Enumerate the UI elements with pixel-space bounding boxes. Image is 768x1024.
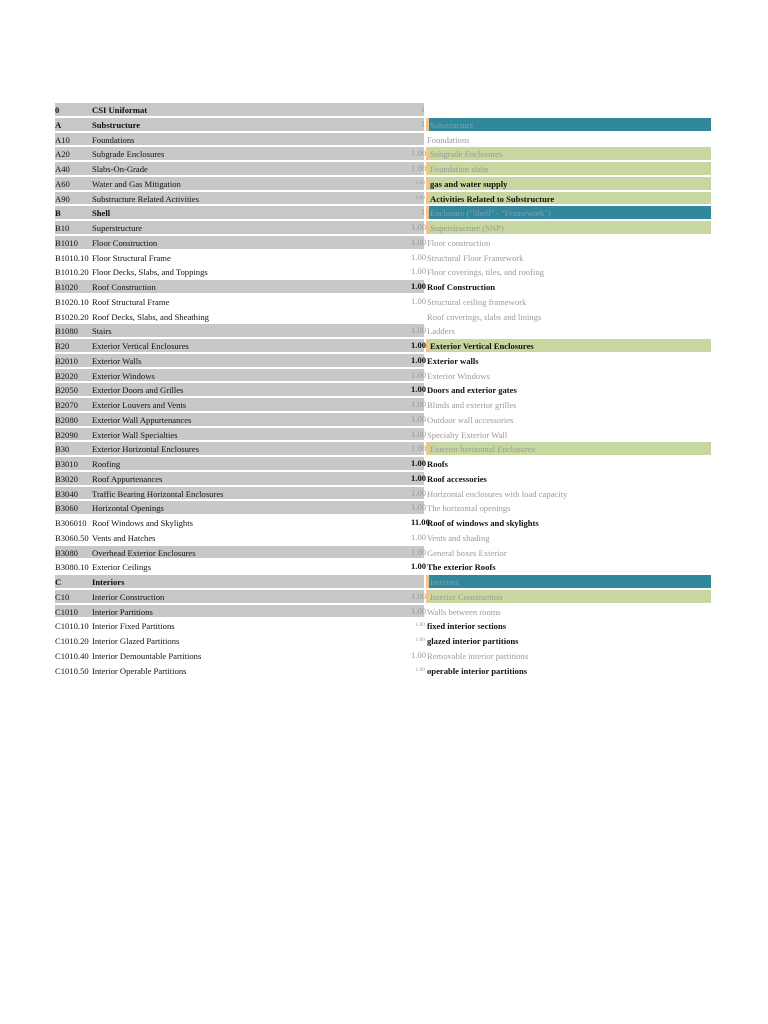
row-left-block — [55, 472, 427, 485]
table-row — [55, 220, 711, 235]
code-cell[interactable]: B2080 — [55, 414, 78, 425]
translation-cell[interactable]: glazed interior partitions — [427, 636, 519, 646]
value-cell[interactable]: 1.00 — [411, 428, 427, 439]
table-row — [55, 309, 711, 324]
table-row — [55, 397, 711, 412]
table-row — [55, 427, 711, 442]
value-cell[interactable]: 1.00 — [411, 281, 427, 291]
name-cell[interactable]: Horizontal Openings — [92, 503, 164, 514]
table-row — [55, 515, 711, 530]
table-row — [55, 574, 711, 589]
translation-cell[interactable]: Floor coverings, tiles, and roofing — [427, 267, 544, 278]
code-cell[interactable]: B2010 — [55, 355, 78, 366]
translation-cell[interactable]: Interiors — [426, 575, 711, 588]
table-row — [55, 338, 711, 353]
code-cell[interactable]: B2090 — [55, 429, 78, 440]
row-left-block — [55, 310, 424, 323]
value-cell[interactable]: 1.00 — [411, 266, 427, 277]
translation-cell[interactable]: operable interior partitions — [427, 665, 528, 676]
row-left-block — [55, 177, 424, 190]
name-cell[interactable]: Roof Structural Frame — [92, 296, 170, 307]
value-cell[interactable]: 1.00 — [411, 399, 427, 409]
name-cell[interactable]: Vents and Hatches — [92, 532, 156, 543]
name-cell[interactable]: Floor Construction — [92, 237, 158, 248]
value-cell[interactable]: 1.00 — [411, 295, 427, 306]
name-cell[interactable]: Exterior Vertical Enclosures — [92, 341, 189, 351]
code-cell[interactable]: B1010.10 — [55, 252, 89, 263]
table-row — [55, 441, 711, 456]
translation-cell[interactable]: Outdoor wall accessories — [427, 414, 514, 425]
table-row — [55, 102, 711, 117]
code-cell[interactable]: B1010.20 — [55, 267, 89, 278]
value-cell[interactable]: 1 — [420, 104, 425, 114]
name-cell[interactable]: Traffic Bearing Horizontal Enclosures — [92, 488, 224, 499]
table-row — [55, 456, 711, 471]
value-cell[interactable]: 1.00 — [411, 222, 427, 232]
row-left-block — [55, 428, 427, 441]
translation-cell[interactable]: Blinds and exterior grilles — [427, 400, 517, 410]
name-cell[interactable]: Shell — [92, 208, 111, 219]
translation-cell[interactable]: Roof Construction — [427, 282, 496, 292]
name-cell[interactable]: Overhead Exterior Enclosures — [92, 547, 196, 558]
value-cell[interactable]: 1.00 — [411, 354, 427, 365]
name-cell[interactable]: Roof Windows and Skylights — [92, 518, 193, 528]
translation-cell[interactable]: Roof coverings, slabs and linings — [427, 311, 542, 322]
code-cell[interactable]: B3020 — [55, 473, 78, 484]
code-cell[interactable]: B3080 — [55, 547, 78, 558]
code-cell[interactable]: B3060.50 — [55, 532, 89, 543]
translation-cell[interactable]: Roof of windows and skylights — [427, 518, 539, 528]
value-cell[interactable]: 1.00 — [415, 666, 425, 673]
row-left-block — [55, 133, 424, 146]
name-cell[interactable]: Foundations — [92, 134, 135, 145]
table-row — [55, 264, 711, 279]
table-row — [55, 161, 711, 176]
translation-cell[interactable]: Exterior horizontal Enclosures — [426, 442, 711, 455]
name-cell[interactable]: Interior Construction — [92, 591, 165, 602]
table-row — [55, 323, 711, 338]
code-cell[interactable]: 0 — [55, 105, 60, 115]
row-left-block — [55, 619, 424, 632]
code-cell[interactable]: B10 — [55, 223, 70, 233]
code-cell[interactable]: B — [55, 208, 61, 219]
value-cell[interactable]: 1.00 — [411, 163, 427, 173]
row-left-block — [55, 634, 424, 647]
name-cell[interactable]: Exterior Ceilings — [92, 562, 151, 573]
table-row — [55, 205, 711, 220]
translation-cell[interactable]: Interior Construction — [426, 590, 711, 603]
row-left-block — [55, 590, 427, 603]
row-left-block — [55, 531, 427, 544]
translation-cell[interactable]: fixed interior sections — [427, 621, 507, 632]
value-cell[interactable]: 1.00 — [411, 546, 427, 557]
translation-cell[interactable]: Structural ceiling framework — [427, 296, 527, 307]
value-cell[interactable]: 1 — [420, 118, 425, 129]
row-left-block — [55, 147, 427, 160]
row-left-block — [55, 295, 427, 308]
name-cell[interactable]: Interior Partitions — [92, 606, 153, 617]
table-row — [55, 117, 711, 132]
value-cell[interactable]: 1.00 — [411, 236, 427, 247]
row-left-block — [55, 118, 424, 131]
value-cell[interactable]: 1.00 — [411, 413, 427, 424]
name-cell[interactable]: CSI Uniformat — [92, 105, 148, 115]
value-cell[interactable]: 1.00 — [415, 194, 425, 201]
value-cell[interactable]: 11.00 — [411, 517, 430, 527]
value-cell[interactable]: 1.00 — [411, 561, 427, 572]
code-cell[interactable]: B2020 — [55, 370, 78, 381]
translation-cell[interactable]: Floor construction — [427, 237, 491, 248]
row-left-block — [55, 398, 427, 411]
translation-cell[interactable]: Vents and shading — [427, 532, 490, 543]
name-cell[interactable]: Interior Fixed Partitions — [92, 621, 175, 632]
row-left-block — [55, 206, 424, 219]
row-left-block — [55, 413, 427, 426]
row-left-block — [55, 339, 427, 352]
table-row — [55, 500, 711, 515]
row-left-block — [55, 251, 427, 264]
code-cell[interactable]: B1020.10 — [55, 296, 89, 307]
spreadsheet — [55, 102, 711, 677]
code-cell[interactable]: A90 — [55, 193, 70, 204]
code-cell[interactable]: B2050 — [55, 385, 78, 396]
table-row — [55, 176, 711, 191]
table-row — [55, 279, 711, 294]
code-cell[interactable]: C1010 — [55, 606, 78, 617]
value-cell[interactable]: 1.00 — [415, 179, 425, 186]
name-cell[interactable]: Substructure — [92, 119, 141, 130]
row-left-block — [55, 560, 427, 573]
translation-cell[interactable]: Walls between rooms — [427, 606, 501, 617]
row-left-block — [55, 516, 430, 529]
value-cell[interactable]: 1.00 — [411, 531, 427, 542]
translation-cell[interactable]: Exterior Windows — [427, 370, 490, 381]
row-left-block — [55, 605, 427, 618]
value-cell[interactable]: 1.00 — [411, 369, 427, 380]
name-cell[interactable]: Exterior Windows — [92, 370, 155, 381]
table-row — [55, 132, 711, 147]
code-cell[interactable]: B30 — [55, 444, 70, 455]
name-cell[interactable]: Roof Decks, Slabs, and Sheathing — [92, 311, 209, 322]
row-left-block — [55, 236, 427, 249]
value-cell[interactable]: 1.00 — [411, 340, 427, 350]
code-cell[interactable]: B3080.10 — [55, 562, 89, 573]
name-cell[interactable]: Interior Demountable Partitions — [92, 650, 202, 661]
translation-cell[interactable]: General boxes Exterior — [427, 547, 507, 558]
name-cell[interactable]: Roofing — [92, 459, 121, 469]
table-row — [55, 146, 711, 161]
translation-cell[interactable]: Activities Related to Substructure — [426, 192, 711, 205]
translation-cell[interactable]: The horizontal openings — [427, 503, 511, 514]
name-cell[interactable]: Floor Decks, Slabs, and Toppings — [92, 267, 208, 278]
name-cell[interactable]: Subgrade Enclosures — [92, 149, 165, 160]
name-cell[interactable]: Exterior Doors and Grilles — [92, 385, 184, 396]
translation-cell[interactable]: Horizontal enclosures with load capacity — [427, 488, 568, 499]
translation-cell[interactable]: Subgrade Enclosures — [426, 147, 711, 160]
translation-cell[interactable]: Enclosure ("Shell" - "Framework") — [426, 206, 711, 219]
value-cell[interactable]: 1.00 — [415, 622, 425, 629]
row-left-block — [55, 162, 427, 175]
row-left-block — [55, 103, 424, 116]
table-row — [55, 589, 711, 604]
value-cell[interactable]: 1.00 — [411, 605, 427, 616]
value-cell[interactable]: 1.00 — [411, 458, 427, 468]
value-cell[interactable]: 1.00 — [411, 443, 427, 454]
table-row — [55, 559, 711, 574]
value-cell[interactable]: 1.00 — [411, 502, 427, 513]
table-row — [55, 353, 711, 368]
code-cell[interactable]: A — [55, 119, 62, 130]
name-cell[interactable]: Exterior Horizontal Enclosures — [92, 444, 199, 455]
code-cell[interactable]: A40 — [55, 164, 70, 174]
code-cell[interactable]: B1010 — [55, 237, 78, 248]
value-cell[interactable]: 1 — [420, 207, 425, 218]
code-cell[interactable]: B1020.20 — [55, 311, 89, 322]
translation-cell[interactable]: Structural Floor Framework — [427, 252, 524, 263]
code-cell[interactable]: B3060 — [55, 503, 78, 514]
code-cell[interactable]: C10 — [55, 591, 70, 602]
row-left-block — [55, 369, 427, 382]
table-row — [55, 633, 711, 648]
translation-cell[interactable]: Superstructure (SNP) — [426, 221, 711, 234]
value-cell[interactable]: 1.00 — [415, 637, 425, 643]
row-left-block — [55, 324, 427, 337]
table-row — [55, 250, 711, 265]
table-row — [55, 471, 711, 486]
name-cell[interactable]: Exterior Wall Appurtenances — [92, 414, 192, 425]
code-cell[interactable]: B306010 — [55, 518, 87, 528]
table-row — [55, 412, 711, 427]
row-left-block — [55, 546, 427, 559]
translation-cell[interactable]: Exterior Vertical Enclosures — [426, 339, 711, 352]
table-row — [55, 604, 711, 619]
name-cell[interactable]: Floor Structural Frame — [92, 252, 171, 263]
translation-cell[interactable]: The exterior Roofs — [427, 562, 496, 573]
row-left-block — [55, 442, 427, 455]
code-cell[interactable]: B3010 — [55, 459, 78, 469]
table-row — [55, 618, 711, 633]
translation-cell[interactable] — [426, 103, 711, 116]
table-row — [55, 648, 711, 663]
row-left-block — [55, 265, 427, 278]
code-cell[interactable]: C1010.20 — [55, 636, 89, 646]
row-left-block — [55, 649, 427, 662]
table-row — [55, 663, 711, 678]
table-row — [55, 382, 711, 397]
table-row — [55, 486, 711, 501]
table-row — [55, 191, 711, 206]
value-cell[interactable]: 1.00 — [411, 590, 427, 601]
name-cell[interactable]: Superstructure — [92, 223, 143, 233]
translation-cell[interactable]: Ladders — [427, 326, 455, 337]
row-left-block — [55, 457, 427, 470]
row-left-block — [55, 221, 427, 234]
code-cell[interactable]: B1080 — [55, 326, 78, 337]
name-cell[interactable]: Roof Construction — [92, 282, 156, 292]
value-cell[interactable]: 1.00 — [411, 472, 427, 483]
value-cell[interactable]: 1.00 — [411, 251, 427, 262]
code-cell[interactable]: C1010.40 — [55, 650, 89, 661]
code-cell[interactable]: B1020 — [55, 282, 78, 292]
name-cell[interactable]: Exterior Louvers and Vents — [92, 400, 187, 410]
row-left-block — [55, 487, 427, 500]
name-cell[interactable]: Substructure Related Activities — [92, 193, 199, 204]
row-left-block — [55, 280, 427, 293]
table-row — [55, 294, 711, 309]
name-cell[interactable]: Water and Gas Mitigation — [92, 178, 181, 189]
translation-cell[interactable]: Removable interior partitions — [427, 650, 529, 661]
translation-cell[interactable]: Doors and exterior gates — [427, 385, 517, 396]
translation-cell[interactable]: Specialty Exterior Wall — [427, 429, 508, 440]
code-cell[interactable]: C — [55, 577, 62, 587]
code-cell[interactable]: A20 — [55, 149, 70, 160]
translation-cell[interactable]: Roofs — [427, 459, 449, 469]
value-cell[interactable]: 1.00 — [411, 148, 427, 159]
code-cell[interactable]: C1010.10 — [55, 621, 89, 632]
name-cell[interactable]: Stairs — [92, 326, 112, 337]
translation-cell[interactable]: Foundations — [427, 134, 470, 145]
translation-cell[interactable]: Exterior walls — [427, 355, 479, 366]
translation-cell[interactable]: Substructure — [426, 118, 711, 131]
table-row — [55, 545, 711, 560]
name-cell[interactable]: Roof Appurtenances — [92, 473, 163, 484]
table-row — [55, 235, 711, 250]
row-left-block — [55, 664, 424, 677]
translation-cell[interactable]: Foundation slabs — [426, 162, 711, 175]
code-cell[interactable]: A10 — [55, 134, 70, 145]
row-left-block — [55, 383, 427, 396]
code-cell[interactable]: B3040 — [55, 488, 78, 499]
value-cell[interactable]: 1.00 — [411, 325, 427, 336]
row-left-block — [55, 575, 424, 588]
name-cell[interactable]: Slabs-On-Grade — [92, 164, 148, 174]
value-cell[interactable]: 1.00 — [411, 487, 427, 498]
row-left-block — [55, 354, 427, 367]
translation-cell[interactable]: gas and water supply — [426, 177, 711, 190]
name-cell[interactable]: Exterior Walls — [92, 355, 142, 366]
row-left-block — [55, 501, 427, 514]
name-cell[interactable]: Interiors — [92, 577, 125, 587]
code-cell[interactable]: C1010.50 — [55, 665, 89, 676]
value-cell[interactable]: 1.00 — [411, 649, 427, 660]
code-cell[interactable]: A60 — [55, 178, 70, 189]
translation-cell[interactable]: Roof accessories — [427, 473, 487, 484]
table-row — [55, 530, 711, 545]
row-left-block — [55, 192, 424, 205]
table-row — [55, 368, 711, 383]
value-cell[interactable]: 1.00 — [411, 384, 427, 395]
name-cell[interactable]: Interior Glazed Partitions — [92, 636, 180, 646]
name-cell[interactable]: Exterior Wall Specialties — [92, 429, 178, 440]
code-cell[interactable]: B2070 — [55, 400, 78, 410]
name-cell[interactable]: Interior Operable Partitions — [92, 665, 187, 676]
code-cell[interactable]: B20 — [55, 341, 70, 351]
